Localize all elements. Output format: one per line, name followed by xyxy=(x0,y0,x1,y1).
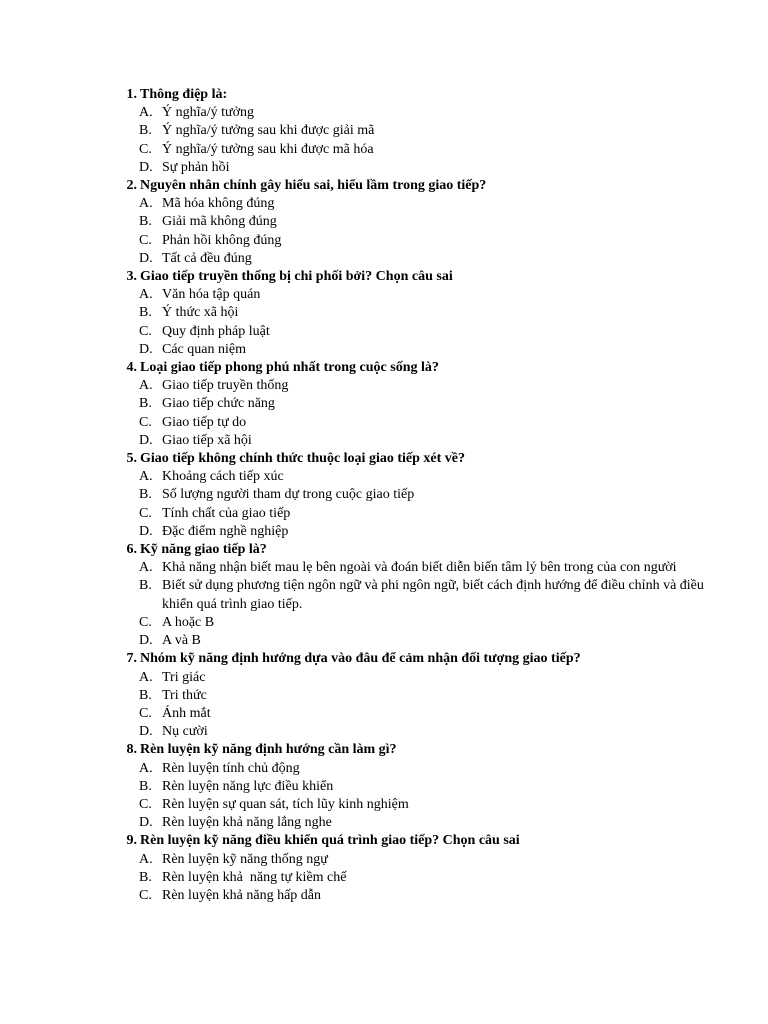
option-text: Phản hồi không đúng xyxy=(162,232,282,248)
option-letter: A. xyxy=(139,196,153,212)
answer-option xyxy=(0,523,768,541)
option-text: Rèn luyện sự quan sát, tích lũy kinh nghiệm xyxy=(162,796,409,812)
option-text: Các quan niệm xyxy=(162,341,246,357)
option-letter: D. xyxy=(139,159,153,175)
answer-option xyxy=(0,323,768,341)
question-number: 9. xyxy=(126,833,137,849)
option-letter: A. xyxy=(139,851,153,867)
question-number: 4. xyxy=(126,360,137,376)
option-text: A hoặc B xyxy=(162,614,215,630)
option-text: Khoảng cách tiếp xúc xyxy=(162,469,284,485)
option-text: A và B xyxy=(162,633,201,649)
option-text: Giao tiếp xã hội xyxy=(162,432,252,448)
answer-option xyxy=(0,122,768,140)
option-letter: A. xyxy=(139,378,153,394)
option-letter: A. xyxy=(139,560,153,576)
option-letter: C. xyxy=(139,141,152,157)
option-text: Ý thức xã hội xyxy=(162,305,239,321)
option-letter: B. xyxy=(139,578,152,594)
question-number: 6. xyxy=(126,542,137,558)
answer-option xyxy=(0,377,768,395)
answer-option xyxy=(0,432,768,450)
option-text: Mã hóa không đúng xyxy=(162,196,275,212)
question-text: Thông điệp là: xyxy=(140,87,228,102)
answer-option xyxy=(0,141,768,159)
question-number: 8. xyxy=(126,742,137,758)
question-6 xyxy=(0,541,768,559)
option-text: Rèn luyện khả năng tự kiềm chế xyxy=(162,869,347,885)
answer-option xyxy=(0,632,768,650)
question-7 xyxy=(0,650,768,668)
option-letter: C. xyxy=(139,505,152,521)
answer-option xyxy=(0,104,768,122)
option-text: Giao tiếp chức năng xyxy=(162,396,275,412)
option-text: Rèn luyện khả năng hấp dẫn xyxy=(162,887,322,903)
question-number: 5. xyxy=(126,451,137,467)
answer-option xyxy=(0,232,768,250)
option-letter: D. xyxy=(139,432,153,448)
option-letter: B. xyxy=(139,305,152,321)
answer-option xyxy=(0,577,768,613)
option-letter: D. xyxy=(139,341,153,357)
option-text: Giao tiếp truyền thống xyxy=(162,378,289,394)
question-text: Giao tiếp không chính thức thuộc loại giao tiếp xét về? xyxy=(140,451,465,467)
option-text: Tri giác xyxy=(162,669,206,685)
question-text: Rèn luyện kỹ năng điều khiển quá trình giao tiếp? Chọn câu sai xyxy=(140,833,520,849)
option-text: Giải mã không đúng xyxy=(162,214,277,230)
question-text: Giao tiếp truyền thống bị chi phối bởi? Chọn câu sai xyxy=(140,269,453,285)
question-number: 7. xyxy=(126,651,137,667)
answer-option xyxy=(0,159,768,177)
option-letter: A. xyxy=(139,669,153,685)
question-9 xyxy=(0,832,768,850)
answer-option xyxy=(0,723,768,741)
answer-option xyxy=(0,669,768,687)
answer-option xyxy=(0,614,768,632)
question-8 xyxy=(0,741,768,759)
answer-option xyxy=(0,195,768,213)
option-text: Sự phản hồi xyxy=(162,159,230,175)
option-text: Biết sử dụng phương tiện ngôn ngữ và phi ngôn ngữ, biết cách định hướng để điều chỉnh và điều khiển quá trình giao tiếp. xyxy=(162,578,708,612)
answer-option xyxy=(0,887,768,905)
option-text: Ý nghĩa/ý tưởng xyxy=(162,105,254,121)
option-text: Rèn luyện khả năng lắng nghe xyxy=(162,815,332,831)
answer-option xyxy=(0,705,768,723)
question-text: Nhóm kỹ năng định hướng dựa vào đâu để cảm nhận đối tượng giao tiếp? xyxy=(140,651,581,667)
option-letter: C. xyxy=(139,887,152,903)
answer-option xyxy=(0,869,768,887)
option-letter: B. xyxy=(139,687,152,703)
answer-option xyxy=(0,341,768,359)
option-letter: A. xyxy=(139,469,153,485)
option-text: Giao tiếp tự do xyxy=(162,414,247,430)
option-letter: C. xyxy=(139,323,152,339)
option-letter: B. xyxy=(139,487,152,503)
option-text: Đặc điểm nghề nghiệp xyxy=(162,523,289,539)
answer-option xyxy=(0,395,768,413)
question-text: Nguyên nhân chính gây hiểu sai, hiểu lầm trong giao tiếp? xyxy=(140,178,487,194)
option-text: Ý nghĩa/ý tưởng sau khi được mã hóa xyxy=(162,141,374,157)
answer-option xyxy=(0,213,768,231)
question-4 xyxy=(0,359,768,377)
option-text: Nụ cười xyxy=(162,724,208,740)
question-text: Kỹ năng giao tiếp là? xyxy=(140,542,267,558)
answer-option xyxy=(0,468,768,486)
answer-option xyxy=(0,814,768,832)
document-body xyxy=(0,86,768,905)
option-letter: B. xyxy=(139,869,152,885)
option-letter: C. xyxy=(139,614,152,630)
option-text: Rèn luyện năng lực điều khiển xyxy=(162,778,334,794)
option-letter: C. xyxy=(139,705,152,721)
option-letter: D. xyxy=(139,250,153,266)
question-2 xyxy=(0,177,768,195)
option-letter: B. xyxy=(139,396,152,412)
option-text: Ý nghĩa/ý tưởng sau khi được giải mã xyxy=(162,123,375,139)
question-text: Rèn luyện kỹ năng định hướng cần làm gì? xyxy=(140,742,397,758)
answer-option xyxy=(0,760,768,778)
option-text: Tất cả đều đúng xyxy=(162,250,252,266)
option-letter: D. xyxy=(139,523,153,539)
answer-option xyxy=(0,778,768,796)
question-5 xyxy=(0,450,768,468)
option-letter: C. xyxy=(139,414,152,430)
answer-option xyxy=(0,687,768,705)
option-letter: A. xyxy=(139,105,153,121)
option-text: Văn hóa tập quán xyxy=(162,287,261,303)
option-letter: B. xyxy=(139,214,152,230)
question-3 xyxy=(0,268,768,286)
option-letter: D. xyxy=(139,633,153,649)
question-number: 1. xyxy=(126,87,137,102)
question-text: Loại giao tiếp phong phú nhất trong cuộc sống là? xyxy=(140,360,439,376)
answer-option xyxy=(0,505,768,523)
option-text: Quy định pháp luật xyxy=(162,323,270,339)
option-letter: D. xyxy=(139,815,153,831)
question-1 xyxy=(0,86,768,104)
answer-option xyxy=(0,559,768,577)
answer-option xyxy=(0,414,768,432)
answer-option xyxy=(0,796,768,814)
option-letter: D. xyxy=(139,724,153,740)
option-text: Tri thức xyxy=(162,687,207,703)
option-letter: A. xyxy=(139,760,153,776)
option-letter: C. xyxy=(139,232,152,248)
question-number: 2. xyxy=(126,178,137,194)
answer-option xyxy=(0,304,768,322)
question-number: 3. xyxy=(126,269,137,285)
option-text: Ánh mắt xyxy=(162,705,211,721)
option-text: Rèn luyện kỹ năng thống ngự xyxy=(162,851,328,867)
option-letter: C. xyxy=(139,796,152,812)
option-text: Số lượng người tham dự trong cuộc giao tiếp xyxy=(162,487,415,503)
option-text: Tính chất của giao tiếp xyxy=(162,505,291,521)
answer-option xyxy=(0,250,768,268)
answer-option xyxy=(0,851,768,869)
option-letter: A. xyxy=(139,287,153,303)
option-text: Rèn luyện tính chủ động xyxy=(162,760,300,776)
answer-option xyxy=(0,286,768,304)
answer-option xyxy=(0,486,768,504)
option-text: Khả năng nhận biết mau lẹ bên ngoài và đoán biết diễn biến tâm lý bên trong của con người xyxy=(162,560,677,576)
option-letter: B. xyxy=(139,778,152,794)
option-letter: B. xyxy=(139,123,152,139)
